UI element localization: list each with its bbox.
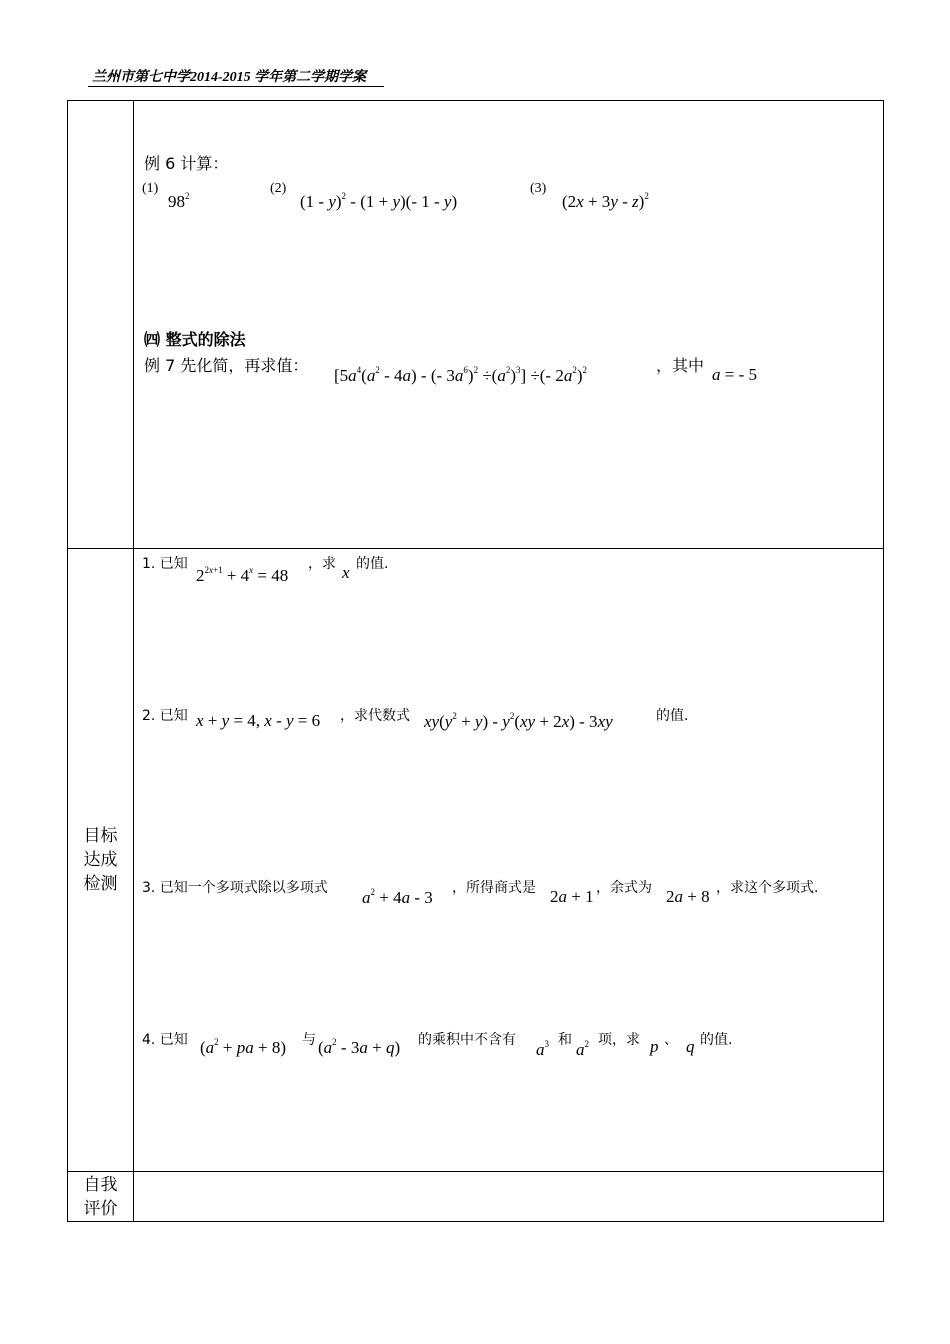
example7-mid: ，其中 (656, 356, 705, 375)
problem1-mid: ，求 (308, 556, 336, 572)
problem4-mid3: 和 (558, 1032, 572, 1048)
problem4-expr2: $(a^2 - 3a + q)$ (318, 1037, 401, 1057)
problem1-var: x (342, 563, 350, 582)
problem2-prefix: 2. 已知 (142, 708, 188, 724)
problem4-var2: q (686, 1037, 695, 1056)
examples-cell (134, 101, 884, 549)
label-line-1: 自我 (83, 1174, 118, 1195)
problem1-prefix: 1. 已知 (142, 556, 188, 572)
example7-condition: a = - 5 (712, 365, 757, 384)
problem4-expr3: $a^3$ (536, 1039, 549, 1059)
problem2-mid: ，求代数式 (340, 708, 410, 724)
problem4-expr4: $a^2$ (576, 1039, 589, 1059)
problem4-sep: 、 (664, 1032, 678, 1048)
label-line-1: 目标 (83, 826, 118, 846)
label-line-3: 检测 (83, 874, 118, 894)
example7-prefix: 例 7 先化简，再求值： (144, 356, 309, 375)
problem1-expr: $2^{2x+1} + 4^x = 48$ (196, 565, 289, 585)
problem3-expr3: 2a + 8 (666, 887, 710, 906)
label-line-2: 评价 (83, 1198, 118, 1219)
problem4-expr: ($a^2$ + pa + 8) (200, 1037, 287, 1057)
problem4-mid2: 的乘积中不含有 (418, 1032, 516, 1048)
example6-title: 例 6 计算： (144, 154, 229, 173)
worksheet-table (67, 100, 884, 1222)
example7-expr: [$5a^4(a^2 - 4a)$ - (- $3a^6)^2 \div(a^2)^3$] ÷(- $2a^2)^2$ (334, 365, 588, 385)
problem2-suffix: 的值. (656, 708, 689, 724)
problem4-suffix: 的值. (700, 1032, 733, 1048)
problem3-suffix: ，求这个多项式. (716, 880, 819, 896)
problem1-suffix: 的值. (356, 556, 389, 572)
problem3-expr2: 2a + 1 (550, 887, 594, 906)
self-evaluation-cell[interactable] (134, 1172, 884, 1222)
example6-num-1: (1) (142, 181, 159, 196)
row-label-empty (68, 101, 134, 549)
problem4-prefix: 4. 已知 (142, 1032, 188, 1048)
problem2-expr2: $xy(y^2 + y) - y^2(xy + 2x) - 3xy$ (424, 711, 613, 731)
problem3-mid2: ，余式为 (596, 880, 652, 896)
problem4-var1: p (650, 1037, 659, 1056)
page-header: 兰州市第七中学2014-2015 学年第二学期学案 (92, 70, 367, 85)
problem3-mid: ，所得商式是 (452, 880, 536, 896)
row-examples (68, 101, 884, 549)
row-self-evaluation (68, 1172, 884, 1222)
example6-expr-2: (1 - y)$^2$ - (1 + y)(- 1 - y) (300, 191, 458, 211)
problem3-expr: $a^2 + 4a - 3$ (362, 887, 433, 907)
division-heading: ㈣ 整式的除法 (144, 330, 246, 349)
example6-num-3: (3) (530, 181, 547, 196)
example6-expr-3: $(2x + 3y - z)^2$ (562, 191, 649, 211)
row-label-target-check (68, 549, 134, 1172)
example6-num-2: (2) (270, 181, 287, 196)
example6-expr-1: $98^2$ (168, 191, 190, 211)
problem4-mid: 与 (302, 1032, 316, 1048)
problem3-prefix: 3. 已知一个多项式除以多项式 (142, 880, 328, 896)
problem2-expr: x + y = 4, x - y = 6 (196, 711, 321, 730)
row-target-check (68, 549, 884, 1172)
problem4-mid4: 项，求 (598, 1032, 640, 1048)
label-line-2: 达成 (83, 850, 118, 870)
problems-cell (134, 549, 884, 1172)
header-underline (88, 86, 384, 87)
row-label-self-evaluation (68, 1172, 134, 1222)
